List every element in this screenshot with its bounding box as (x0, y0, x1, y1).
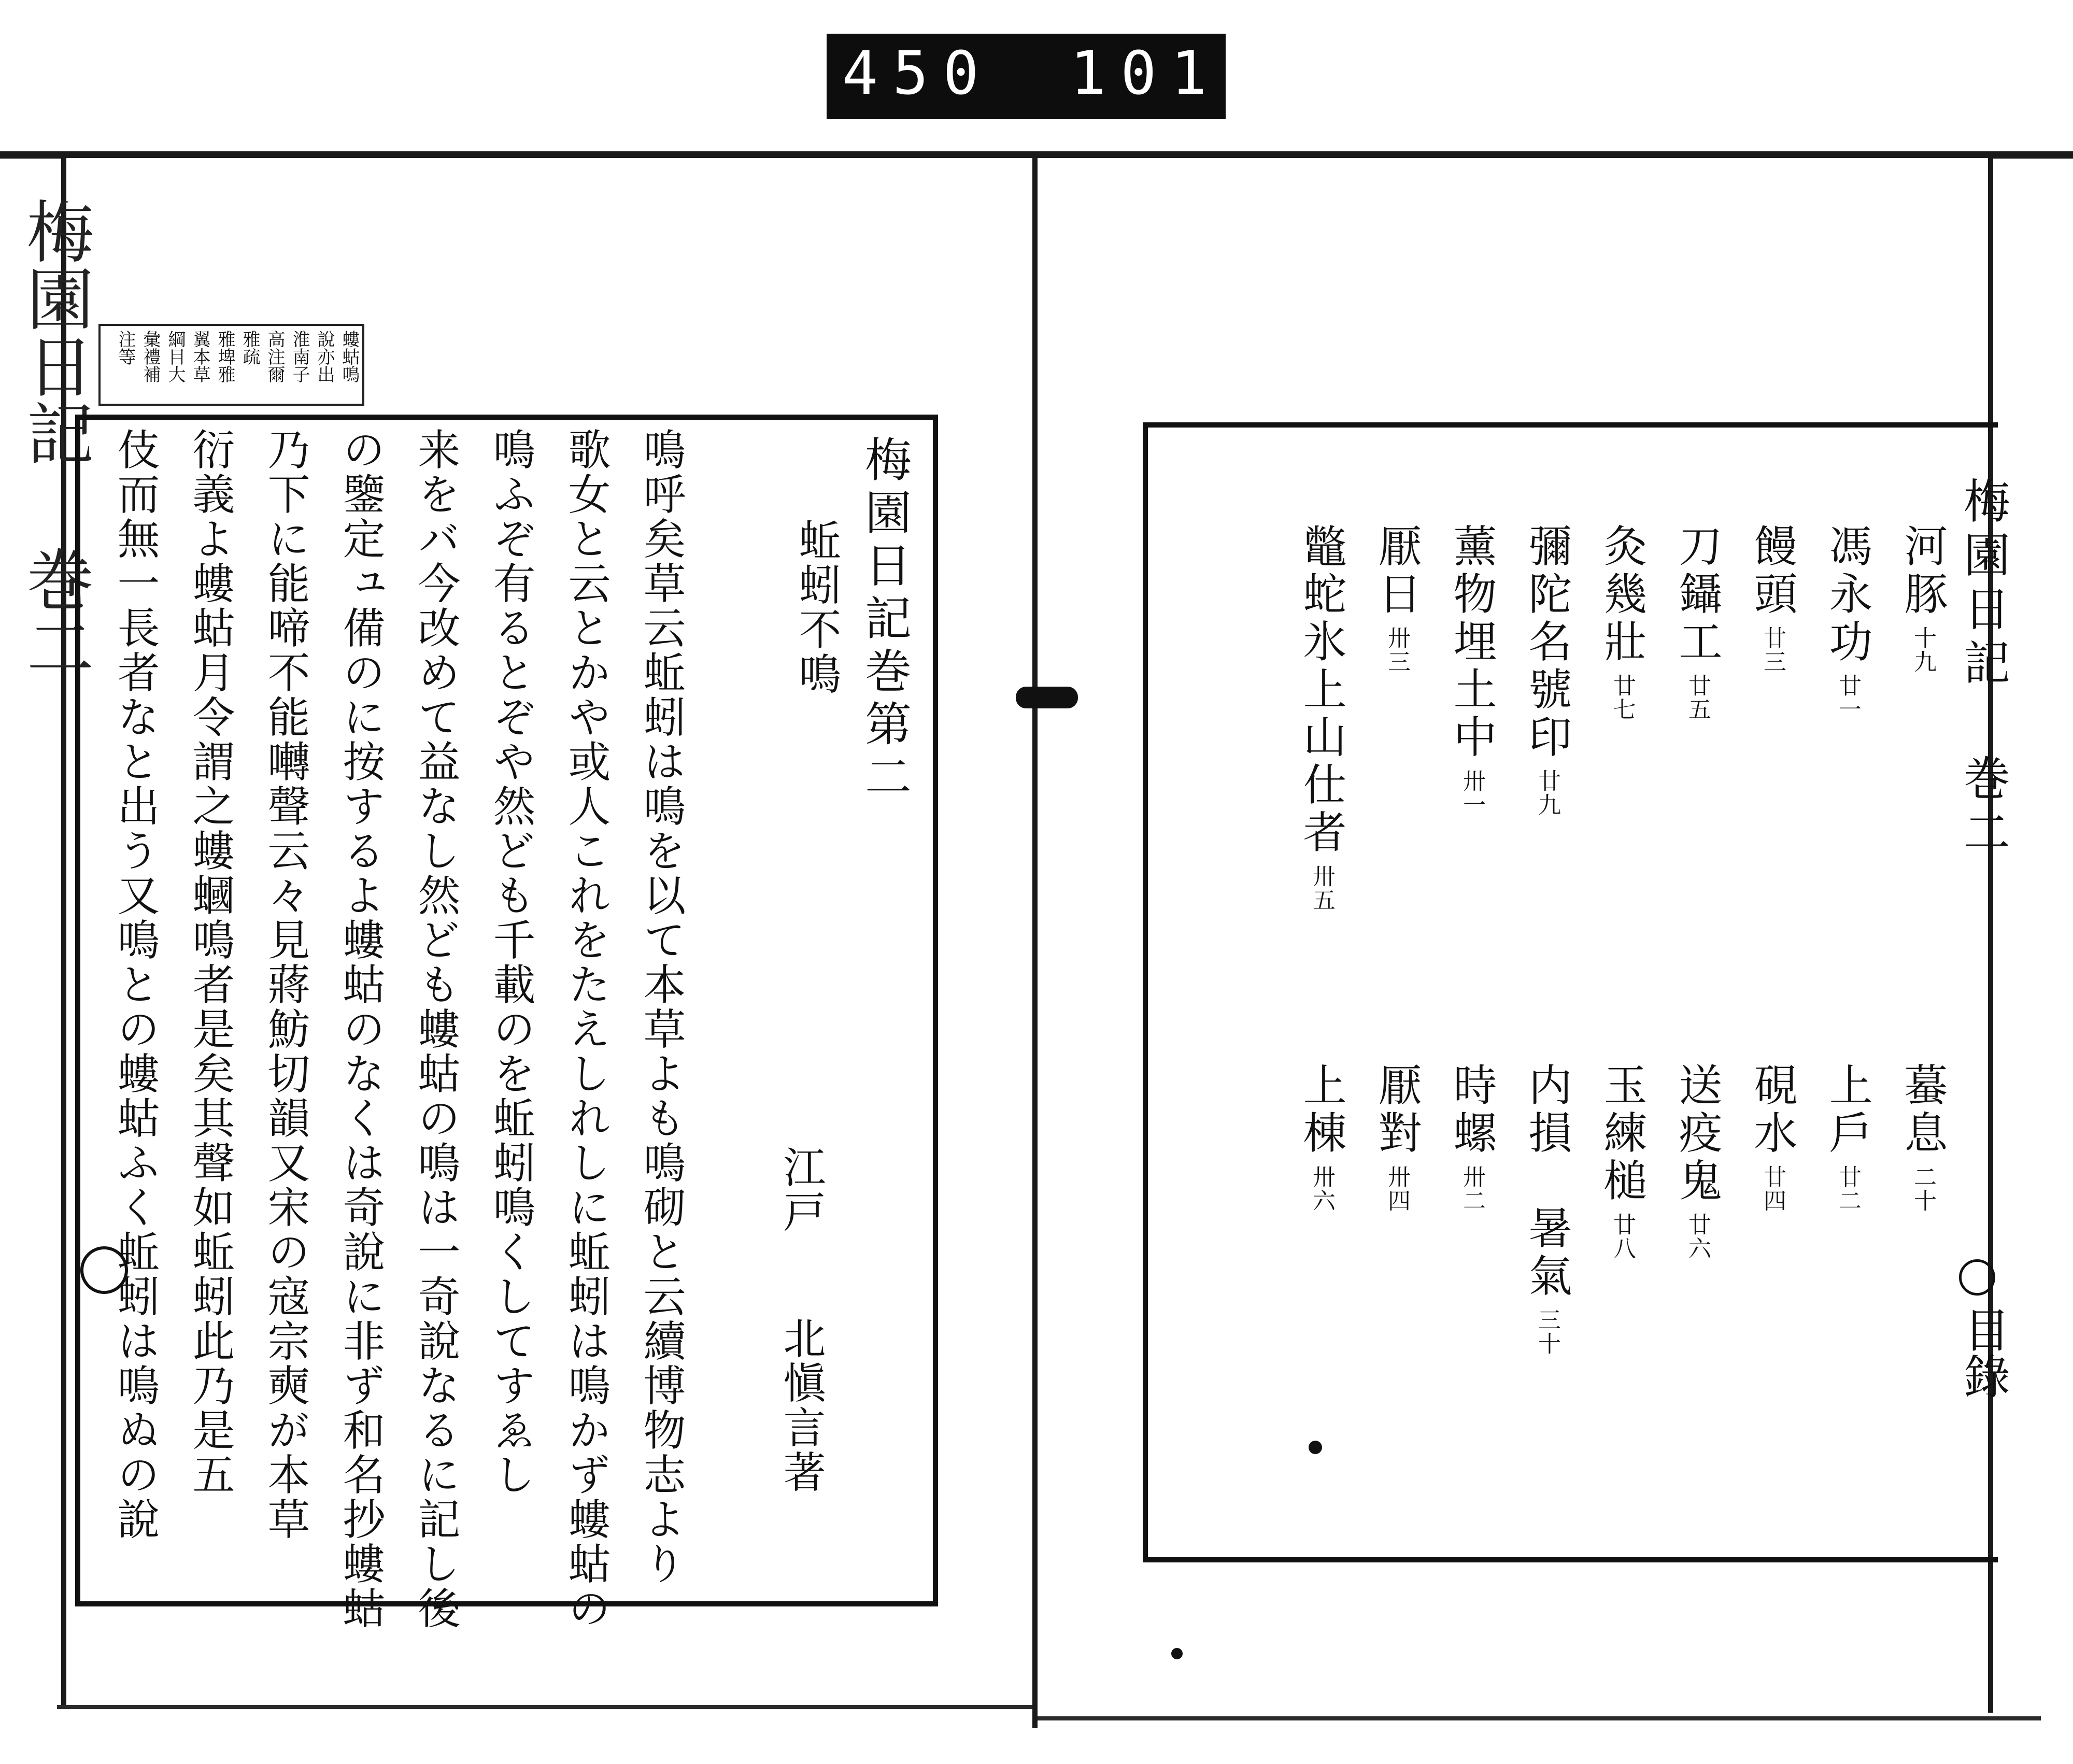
toc-entry-page: 廿三 (1759, 626, 1786, 674)
toc-entry (1441, 523, 1503, 817)
toc-entry-title: 玉練槌 (1597, 1062, 1648, 1205)
volume-title: 梅園日記巻第二 (857, 435, 911, 805)
toc-entry (1816, 1062, 1879, 1213)
toc-entry-page: 卅四 (1384, 1165, 1410, 1213)
toc-entry-page: 廿九 (1534, 769, 1560, 817)
toc-entry-title: 彌陀名號印 (1522, 523, 1572, 762)
toc-entry (1441, 1062, 1503, 1213)
binding-knot (1016, 687, 1078, 708)
book-top-edge (0, 151, 2073, 159)
author-name: 北愼言著 (776, 1316, 826, 1495)
behind-page-title: 梅園日記 巻二 (16, 197, 94, 680)
text-column: 乃下に能啼不能囀聲云々見蔣魴切韻又宋の寇宗奭が本草 (261, 428, 310, 1542)
text-column: 鳴呼矣草云蚯蚓は鳴を以て本草よも鳴砌と云續博物志より (636, 428, 686, 1586)
toc-entry-page: 卅二 (1459, 1165, 1485, 1213)
toc-entry (1892, 523, 1954, 674)
author-place: 江戸 (776, 1145, 826, 1234)
text-column: 鳴ふぞ有るとぞや然ども千載のを蚯蚓鳴くしてすゑし (486, 428, 535, 1497)
toc-entry-title: 上戶 (1822, 1062, 1873, 1158)
toc-entry (1741, 523, 1804, 674)
film-label (827, 34, 1272, 119)
toc-entry-page: 廿五 (1684, 674, 1711, 721)
toc-entry (1666, 523, 1729, 721)
toc-entry-page: 卅六 (1309, 1165, 1335, 1213)
toc-entry-page: 卅三 (1384, 626, 1410, 674)
annotation-column: 高注爾 (264, 330, 285, 383)
toc-entry-page: 廿六 (1684, 1213, 1711, 1260)
annotation-column: 淮南子 (289, 330, 310, 383)
toc-entry-page: 二十 (1910, 1165, 1936, 1213)
toc-entry (1290, 523, 1353, 912)
toc-entry (1290, 1062, 1353, 1213)
toc-entry-title: 灸幾壯 (1597, 523, 1648, 666)
toc-entry-page: 廿四 (1759, 1165, 1786, 1213)
text-column: 衍義よ螻蛄月令謂之螻蟈鳴者是矣其聲如蚯蚓此乃是五 (186, 428, 235, 1497)
section-heading: 蚯蚓不鳴 (792, 518, 841, 696)
film-label-right: 101. (1070, 39, 1272, 108)
toc-entry-title: 厭對 (1371, 1062, 1422, 1158)
annotation-column: 綱目大 (165, 330, 186, 383)
toc-entry-title: 刀鑷工 (1672, 523, 1723, 666)
section-circle-mark (1959, 1259, 1995, 1296)
toc-entry (1892, 1062, 1954, 1213)
text-column: の鑒定ュ備のに按するよ螻蛄のなくは奇說に非ず和名抄螻蛄 (336, 428, 385, 1631)
toc-entry-title: 送疫鬼 (1672, 1062, 1723, 1205)
toc-entry (1366, 1062, 1428, 1213)
toc-entry-page: 卅五 (1309, 864, 1335, 912)
annotation-column: 雅疏 (239, 330, 260, 365)
toc-entry-page: 廿七 (1609, 674, 1636, 721)
toc-entry-page: 卅一 (1459, 769, 1485, 817)
toc-entry-title: 厭日 (1371, 523, 1422, 619)
toc-entry (1741, 1062, 1804, 1213)
text-column: 伎而無一長者なと出う又鳴との螻蛄ふく蚯蚓は鳴ぬの說 (110, 428, 160, 1542)
toc-entry-title: 上棟 (1296, 1062, 1347, 1158)
toc-entry-page: 十九 (1910, 626, 1936, 674)
annotation-column: 注等 (115, 330, 136, 365)
toc-entry-title: 硯水 (1747, 1062, 1798, 1158)
toc-entry (1816, 523, 1879, 721)
toc-entry (1666, 1062, 1729, 1260)
toc-entry-page: 廿一 (1835, 674, 1861, 721)
book-spine (1032, 158, 1038, 1728)
toc-entry-title: 蟇息 (1897, 1062, 1948, 1158)
toc-entry (1591, 523, 1654, 721)
toc-entry (1516, 523, 1579, 817)
toc-entry-title: 饅頭 (1747, 523, 1798, 619)
toc-entry (1516, 1062, 1579, 1356)
annotation-column: 翼本草 (190, 330, 210, 383)
right-page-bottom-edge (1035, 1716, 2041, 1720)
right-page-header: 梅園日記 巻二 (1955, 477, 2010, 862)
left-page-bottom-edge (57, 1705, 1036, 1709)
annotation-column: 彙禮補 (140, 330, 161, 383)
toc-entry-page: 廿八 (1609, 1213, 1636, 1260)
text-column: 歌女と云とかや或人これをたえしれしに蚯蚓は鳴かず螻蛄の (561, 428, 610, 1631)
film-label-left: 450 (842, 39, 993, 108)
contents-label: 目錄 (1955, 1306, 2010, 1399)
toc-entry (1591, 1062, 1654, 1260)
left-text-frame (75, 415, 938, 1631)
toc-entry (1366, 523, 1428, 674)
toc-entry-page: 三十 (1534, 1308, 1560, 1356)
annotation-box (98, 324, 364, 406)
toc-entry-title: 鼈蛇氷上山仕者 (1296, 523, 1347, 857)
toc-entry-title: 薰物埋土中 (1446, 523, 1497, 762)
text-column: 来をバ今改めて益なし然ども螻蛄の鳴は一奇說なるに記し後 (411, 428, 460, 1631)
ink-spot (1309, 1441, 1322, 1454)
toc-entry-title: 馮永功 (1822, 523, 1873, 666)
ink-spot (1171, 1648, 1183, 1659)
toc-entry-title: 内損 暑氣 (1522, 1062, 1572, 1301)
annotation-column: 說亦出 (314, 330, 335, 383)
toc-entry-page: 廿二 (1835, 1165, 1861, 1213)
annotation-column: 螻蛄鳴 (339, 330, 360, 383)
toc-entry-title: 河豚 (1897, 523, 1948, 619)
annotation-column: 雅埤雅 (215, 330, 235, 383)
toc-entry-title: 時螺 (1446, 1062, 1497, 1158)
